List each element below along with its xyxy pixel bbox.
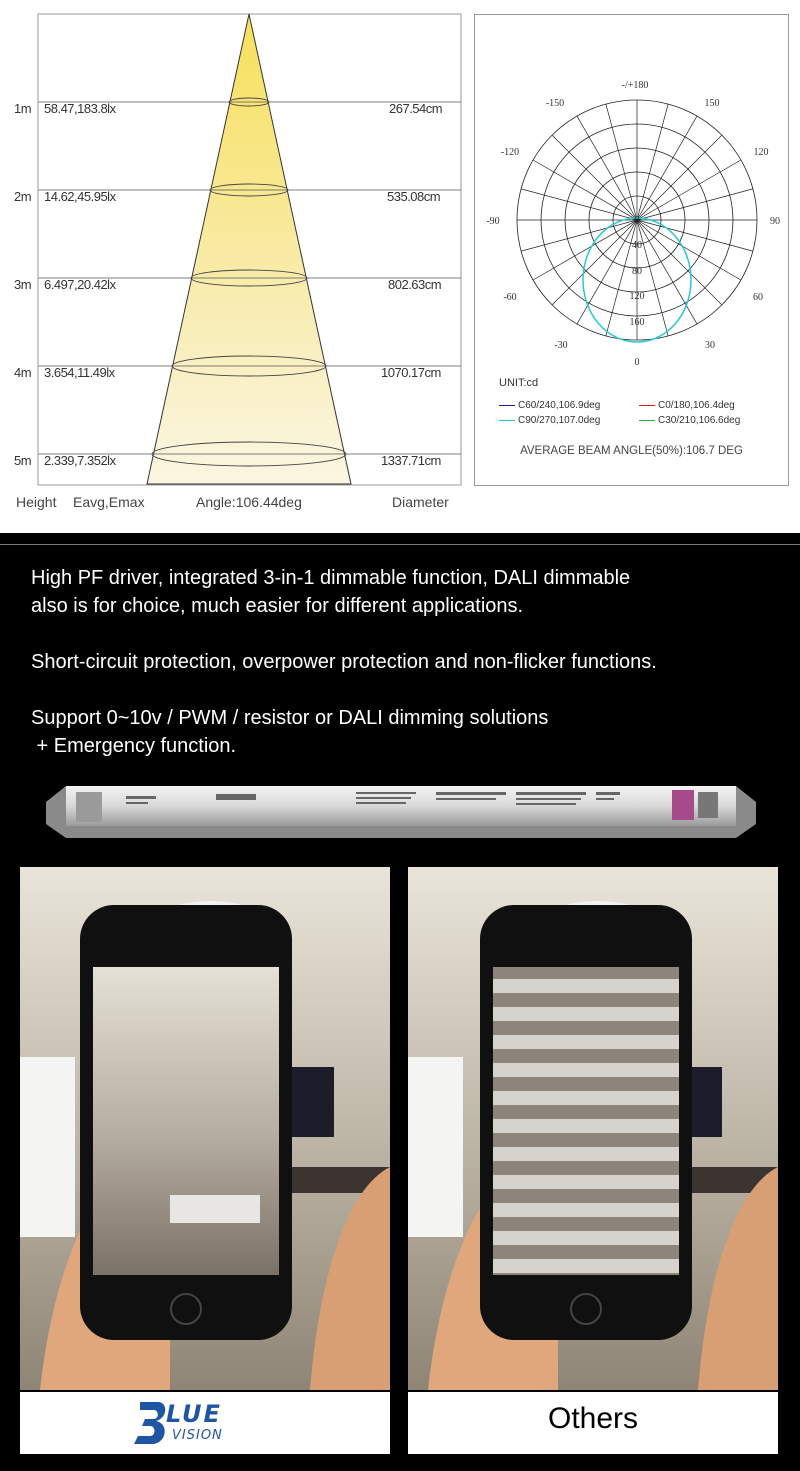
row-illuminance: 2.339,7.352lx (44, 453, 116, 468)
row-diameter: 1337.71cm (381, 453, 441, 468)
divider (0, 544, 800, 545)
light-distribution-panel (0, 0, 800, 533)
legend-item: C90/270,107.0deg (499, 415, 600, 426)
polar-spoke (637, 160, 741, 220)
angle-label: 0 (634, 357, 640, 368)
unit-label: UNIT:cd (499, 377, 539, 389)
row-diameter: 535.08cm (387, 189, 441, 204)
polar-spoke (606, 104, 637, 220)
angle-label: -150 (545, 98, 565, 109)
radial-label: 80 (632, 266, 642, 277)
polar-spoke (521, 189, 637, 220)
others-label: Others (547, 1402, 639, 1435)
row-diameter: 1070.17cm (381, 365, 441, 380)
polar-spoke (637, 116, 697, 220)
photo-others-phone (408, 867, 778, 1390)
angle-label: 60 (753, 292, 763, 303)
row-height: 3m (14, 277, 32, 292)
polar-spoke (533, 220, 637, 280)
polar-chart-panel (474, 14, 789, 486)
feature-text-2: Short-circuit protection, overpower protection and non-flicker functions. (31, 651, 657, 673)
row-height: 5m (14, 453, 32, 468)
polar-spoke (637, 135, 722, 220)
row-diameter: 267.54cm (389, 101, 443, 116)
legend-item: C60/240,106.9deg (499, 400, 600, 411)
angle-label: -60 (503, 292, 517, 303)
angle-label: 90 (770, 216, 780, 227)
polar-spoke (637, 220, 741, 280)
polar-spoke (552, 135, 637, 220)
row-illuminance: 58.47,183.8lx (44, 101, 116, 116)
bluevision-caption (20, 1392, 390, 1454)
radial-label: 0 (634, 215, 640, 226)
average-beam-angle: AVERAGE BEAM ANGLE(50%):106.7 DEG (520, 445, 743, 457)
polar-spoke (533, 160, 637, 220)
polar-chart (475, 15, 788, 375)
legend-item: C30/210,106.6deg (639, 415, 740, 426)
polar-spoke (637, 220, 697, 324)
row-diameter: 802.63cm (388, 277, 442, 292)
logo-main: LUE (166, 1400, 222, 1428)
angle-label-top: -/+180 (621, 80, 649, 91)
polar-spoke (521, 220, 637, 251)
row-illuminance: 6.497,20.42lx (44, 277, 116, 292)
angle-label: 120 (753, 147, 769, 158)
footer-height: Height (16, 494, 57, 510)
angle-label: 150 (704, 98, 720, 109)
bluevision-logo-mark (128, 1400, 168, 1446)
radial-label: 120 (629, 291, 645, 302)
footer-angle: Angle:106.44deg (196, 494, 302, 510)
row-height: 2m (14, 189, 32, 204)
legend-item: C0/180,106.4deg (639, 400, 735, 411)
polar-spoke (577, 116, 637, 220)
polar-spoke (637, 220, 753, 251)
polar-spoke (637, 189, 753, 220)
angle-label: -30 (554, 340, 568, 351)
polar-spoke (577, 220, 637, 324)
photo-bluevision-phone (20, 867, 390, 1390)
polar-spoke (552, 220, 637, 305)
row-height: 1m (14, 101, 32, 116)
angle-label: -90 (486, 216, 500, 227)
led-driver-image (36, 780, 766, 840)
feature-text-3: Support 0~10v / PWM / resistor or DALI dimming solutions + Emergency function. (31, 707, 549, 757)
angle-label: -120 (500, 147, 520, 158)
polar-spoke (637, 104, 668, 220)
footer-eavg: Eavg,Emax (73, 494, 145, 510)
logo-sub: VISION (172, 1428, 223, 1443)
radial-label: 40 (632, 240, 642, 251)
row-illuminance: 3.654,11.49lx (44, 365, 115, 380)
polar-spoke (637, 220, 722, 305)
others-caption (408, 1392, 778, 1454)
angle-label: 30 (705, 340, 715, 351)
feature-text-1: High PF driver, integrated 3-in-1 dimmable function, DALI dimmable also is for choice, much easier for different applications. (31, 567, 631, 617)
row-illuminance: 14.62,45.95lx (44, 189, 116, 204)
row-height: 4m (14, 365, 32, 380)
footer-diameter: Diameter (392, 494, 449, 510)
radial-label: 160 (629, 317, 645, 328)
